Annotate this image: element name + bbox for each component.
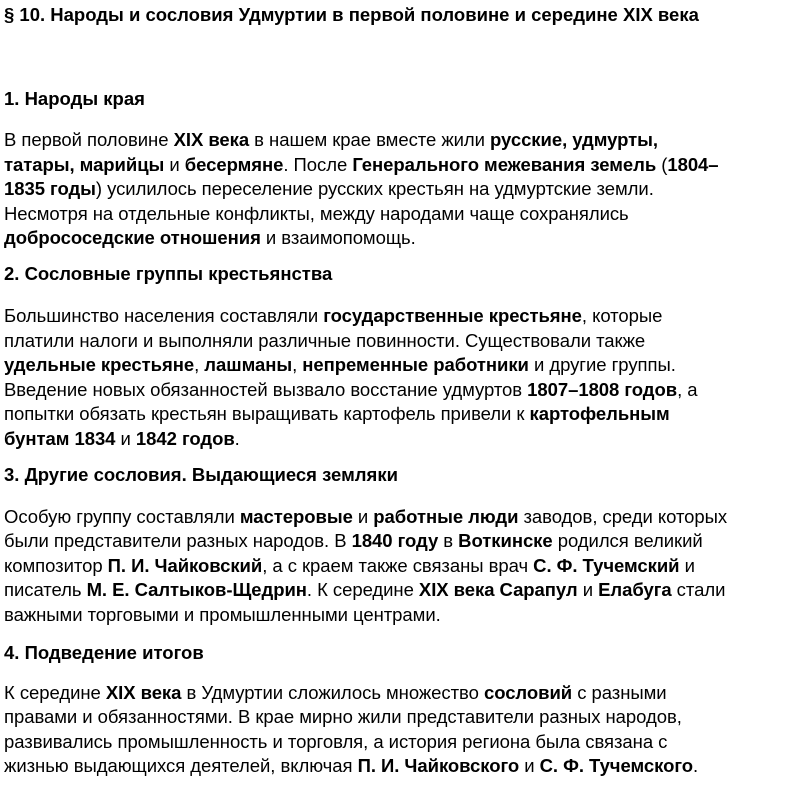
emphasized-term: 1835 годы [4,178,96,200]
text-run: важными торговыми и промышленными центрами. [4,603,441,625]
text-run: . [693,755,699,777]
text-run: ) усилилось переселение русских крестьян на удмуртские земли. [95,178,654,200]
text-run: родился великий [552,530,703,552]
emphasized-term: 1807–1808 годов [527,378,678,400]
emphasized-term: удельные крестьяне [4,354,195,376]
text-run: Несмотря на отдельные конфликты, между народами чаще сохранялись [4,202,629,224]
emphasized-term: картофельным [529,403,670,425]
text-run: правами и обязанностями. В крае мирно жили представители разных народов, [4,706,682,728]
text-run: и другие группы. [528,354,676,376]
emphasized-term: С. Ф. Тучемский [533,554,680,576]
text-run: и [164,153,185,175]
section-paragraph-summary [4,681,806,779]
text-run: были представители разных народов. В [4,530,352,552]
emphasized-term: государственные крестьяне [323,304,582,326]
text-run: , [194,354,205,376]
text-run: Особую группу составляли [4,505,240,527]
text-run: В первой половине [4,129,174,150]
text-run: Введение новых обязанностей вызвало восстание удмуртов [4,378,528,400]
text-run: , а [677,378,698,400]
emphasized-term: русские, удмурты, [490,129,658,150]
section-heading-other-estates: 3. Другие сословия. Выдающиеся земляки [4,463,398,485]
emphasized-term: П. И. Чайковского [357,755,520,777]
text-run: К середине [4,681,106,703]
text-run: композитор [4,554,108,576]
section-heading-summary: 4. Подведение итогов [4,641,204,663]
text-run: в Удмуртии сложилось множество [181,681,484,703]
section-heading-peasant-estates: 2. Сословные группы крестьянства [4,262,333,284]
section-paragraph-peasant-estates [4,304,806,452]
text-run: развивались промышленность и торговля, а история региона была связана с [4,730,668,752]
text-run: жизнью выдающихся деятелей, включая [4,755,358,777]
emphasized-term: бунтам 1834 [4,427,116,449]
emphasized-term: Елабуга [598,579,672,601]
text-run: в нашем крае вместе жили [249,129,491,150]
emphasized-term: 1840 году [351,530,439,552]
emphasized-term: XIX века Сарапул [418,579,578,601]
emphasized-term: сословий [483,681,573,703]
text-run: . [234,427,240,449]
text-run: и [679,554,695,576]
text-run: . К середине [306,579,419,601]
emphasized-term: добрососедские отношения [4,227,261,249]
text-run: заводов, среди которых [518,505,728,527]
text-run: Большинство населения составляли [4,304,324,326]
emphasized-term: XIX века [173,129,250,150]
text-run: и [352,505,374,527]
text-run: и взаимопомощь. [260,227,416,249]
text-run: и [115,427,136,449]
emphasized-term: работные люди [373,505,519,527]
emphasized-term: лашманы [204,354,293,376]
emphasized-term: Генерального межевания земель [352,153,657,175]
emphasized-term: непременные работники [302,354,529,376]
text-run: , [292,354,303,376]
emphasized-term: бесермяне [184,153,284,175]
emphasized-term: 1842 годов [135,427,235,449]
text-run: и [577,579,599,601]
emphasized-term: П. И. Чайковский [107,554,263,576]
emphasized-term: 1804– [667,153,719,175]
emphasized-term: мастеровые [239,505,353,527]
emphasized-term: Воткинске [458,530,553,552]
text-run: . После [283,153,353,175]
text-run: с разными [572,681,667,703]
text-run: писатель [4,579,87,601]
text-run: попытки обязать крестьян выращивать картофель привели к [4,403,530,425]
text-run: , а с краем также связаны врач [262,554,534,576]
text-run: , которые [581,304,663,326]
text-run: платили налоги и выполняли различные повинности. Существовали также [4,329,646,351]
emphasized-term: XIX века [105,681,182,703]
text-run: стали [671,579,726,601]
section-paragraph-other-estates [4,505,806,628]
emphasized-term: татары, марийцы [4,153,165,175]
section-heading-peoples: 1. Народы края [4,88,145,109]
emphasized-term: С. Ф. Тучемского [539,755,693,777]
document-title: § 10. Народы и сословия Удмуртии в первой половине и середине XIX века [4,4,699,25]
section-paragraph-peoples [4,128,806,251]
text-run: и [519,755,540,777]
text-run: в [438,530,459,552]
text-run: ( [656,153,668,175]
emphasized-term: М. Е. Салтыков-Щедрин [86,579,307,601]
